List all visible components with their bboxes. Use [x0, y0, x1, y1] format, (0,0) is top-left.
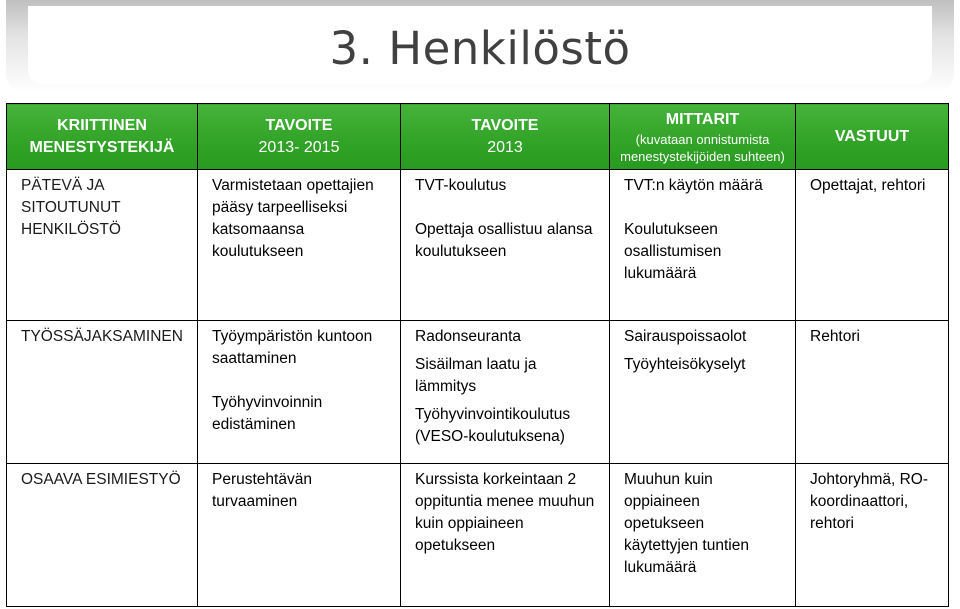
factor-text: PÄTEVÄ JA SITOUTUNUT HENKILÖSTÖ: [21, 177, 121, 238]
strategy-table: [6, 103, 949, 607]
goal-long-text-1: Työympäristön kuntoon saattaminen: [212, 328, 373, 368]
cell-goal-long: [198, 170, 401, 321]
factor-text: OSAAVA ESIMIESTYÖ: [21, 470, 181, 488]
header-goal-long: [198, 104, 401, 170]
header-goal-year-value: 2013: [487, 138, 523, 156]
goal-year-text-1: Radonseuranta: [415, 328, 521, 346]
cell-goal-long: [198, 463, 401, 606]
goal-year-text: Kurssista korkeintaan 2 oppituntia menee muuhun kuin oppiaineen opetukseen: [415, 470, 595, 554]
header-responsible: [796, 104, 949, 170]
cell-metrics: [610, 463, 796, 606]
cell-goal-year: [401, 321, 610, 463]
metrics-text: Muuhun kuin oppiaineen opetukseen käytettyjen tuntien lukumäärä: [624, 470, 749, 576]
header-metrics-label: MITTARIT: [665, 110, 740, 128]
cell-factor: [7, 170, 198, 321]
header-goal-long-label: TAVOITE: [265, 116, 333, 134]
header-responsible-label: VASTUUT: [834, 127, 910, 145]
header-goal-long-years: 2013- 2015: [258, 138, 340, 156]
metrics-text-2: Työyhteisökyselyt: [624, 356, 746, 374]
metrics-text-1: TVT:n käytön määrä: [624, 177, 763, 194]
cell-metrics: [610, 170, 796, 321]
header-metrics: [610, 104, 796, 170]
goal-year-text-1: TVT-koulutus: [415, 177, 507, 194]
cell-factor: [7, 321, 198, 463]
factor-text: TYÖSSÄJAKSAMINEN: [21, 328, 183, 346]
cell-responsible: [796, 463, 949, 606]
cell-factor: [7, 463, 198, 606]
header-metrics-note: (kuvataan onnistumista menestystekijöiden suhteen): [620, 131, 785, 164]
responsible-text: Opettajat, rehtori: [810, 177, 926, 194]
header-critical-factor-label: KRIITTINEN MENESTYSTEKIJÄ: [29, 116, 175, 156]
goal-long-text: Perustehtävän turvaaminen: [212, 470, 312, 510]
goal-year-text-2: Opettaja osallistuu alansa koulutukseen: [415, 221, 593, 260]
header-goal-year-label: TAVOITE: [471, 116, 539, 134]
cell-goal-year: [401, 170, 610, 321]
cell-goal-long: [198, 321, 401, 463]
table-row: [7, 170, 949, 321]
goal-year-text-2: Sisäilman laatu ja lämmitys: [415, 356, 537, 396]
table-row: [7, 321, 949, 463]
cell-goal-year: [401, 463, 610, 606]
responsible-text: Rehtori: [810, 328, 860, 346]
metrics-text-1: Sairauspoissaolot: [624, 328, 747, 346]
goal-year-text-3: Työhyvinvointikoulutus (VESO-koulutuksena): [415, 406, 571, 446]
cell-responsible: [796, 170, 949, 321]
header-goal-year: [401, 104, 610, 170]
table-row: [7, 463, 949, 606]
cell-metrics: [610, 321, 796, 463]
cell-responsible: [796, 321, 949, 463]
table-header-row: [7, 104, 949, 170]
goal-long-text: Varmistetaan opettajien pääsy tarpeelliseksi katsomaansa koulutukseen: [212, 177, 374, 260]
responsible-text: Johtoryhmä, RO-koordinaattori, rehtori: [810, 470, 929, 532]
metrics-text-2: Koulutukseen osallistumisen lukumäärä: [624, 221, 722, 282]
header-critical-factor: [7, 104, 198, 170]
goal-long-text-2: Työhyvinvoinnin edistäminen: [212, 394, 323, 434]
slide-title: 3. Henkilöstö: [329, 22, 631, 75]
